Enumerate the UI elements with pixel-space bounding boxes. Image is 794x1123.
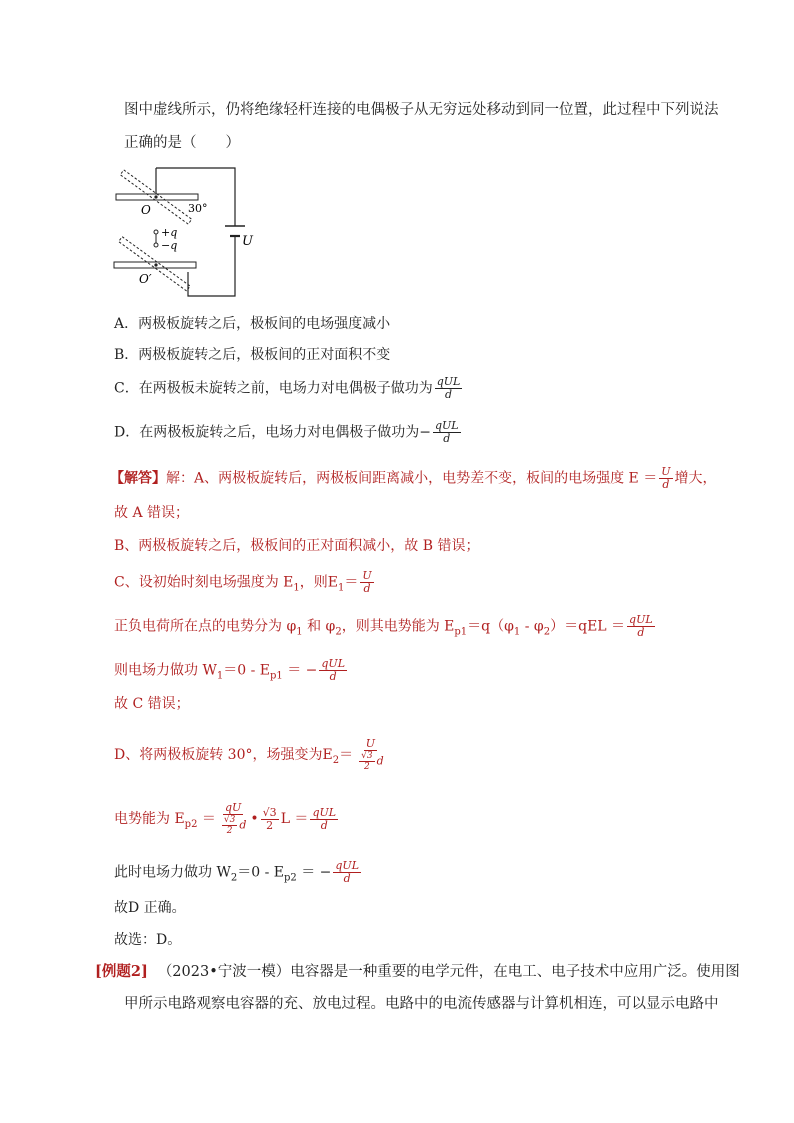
label-u: U (242, 234, 253, 249)
label-o: O (141, 203, 151, 217)
solution-line-5: 正负电荷所在点的电势分为 $\varphi_1$ 和 $\varphi_2$，则其电势能为 $E_{p1}=q(\varphi_1 - \varphi_2)=qEL$ ＝ $\frac{\text{qUL}}{d}$ (114, 613, 653, 639)
solution-line-10: 此时电场力做功 $W_2=0 - E_{p2}$ ＝ − $\frac{\text{qUL}}{d}$ (114, 859, 360, 885)
intro-line-1: 图中虚线所示，仍将绝缘轻杆连接的电偶极子从无穷远处移动到同一位置，此过程中下列说法 (124, 102, 719, 118)
label-plus-q: +q (161, 226, 178, 239)
label-o-prime: O′ (139, 272, 152, 286)
solution-line-1: 【解答】解：A、两极板旋转后，两极板间距离减小，电势差不变，板间的电场强度 E ＝ $\frac{U}{d}$ 增大， (110, 465, 717, 491)
label-angle: 30° (188, 202, 208, 215)
solution-line-4: C、设初始时刻电场强度为 $E_1$，则$E_1=$ $\frac{U}{d}$ (114, 569, 372, 595)
option-b: B．两极板旋转之后，极板间的正对面积不变 (114, 347, 391, 363)
option-a: A．两极板旋转之后，极板间的电场强度减小 (114, 316, 391, 332)
solution-line-7: 故 C 错误； (114, 696, 190, 712)
example2-line-2: 甲所示电路观察电容器的充、放电过程。电路中的电流传感器与计算机相连，可以显示电路中 (124, 996, 719, 1012)
solution-tag: 【解答】 (110, 470, 166, 487)
solution-line-2: 故 A 错误； (114, 505, 190, 521)
solution-line-9: 电势能为 $E_{p2}$ ＝ qU $\frac{√3}{2}$ d • $\frac{√3}{2}$ L ＝ $\frac{\text{qUL}}{d}$ (114, 801, 337, 836)
solution-line-6: 则电场力做功 $W_1=0 - E_{p1}$ ＝ − $\frac{\text{qUL}}{d}$ (114, 657, 346, 683)
option-d: D．在两极板旋转之后，电场力对电偶极子做功为− $\frac{\text{qUL}}{d}$ (114, 419, 459, 445)
capacitor-dipole-figure (108, 160, 253, 302)
label-minus-q: −q (161, 239, 178, 252)
solution-line-12: 故选：D。 (114, 932, 182, 948)
example2-tag: [例题2] (95, 963, 148, 980)
option-c: C．在两极板未旋转之前，电场力对电偶极子做功为 $\frac{\text{qUL}}{d}$ (114, 375, 461, 401)
intro-line-2: 正确的是（ ） (124, 135, 240, 151)
solution-line-8: D、将两极板旋转 30°，场强变为$E_2=$ U $\frac{√3}{2}$ d (114, 737, 384, 772)
example2-line-1: [例题2] （2023•宁波一模）电容器是一种重要的电学元件，在电工、电子技术中应用广泛。使用图 (95, 963, 740, 980)
solution-line-11: 故D 正确。 (114, 900, 186, 916)
solution-line-3: B、两极板旋转之后，极板间的正对面积减小，故 B 错误； (114, 538, 480, 554)
